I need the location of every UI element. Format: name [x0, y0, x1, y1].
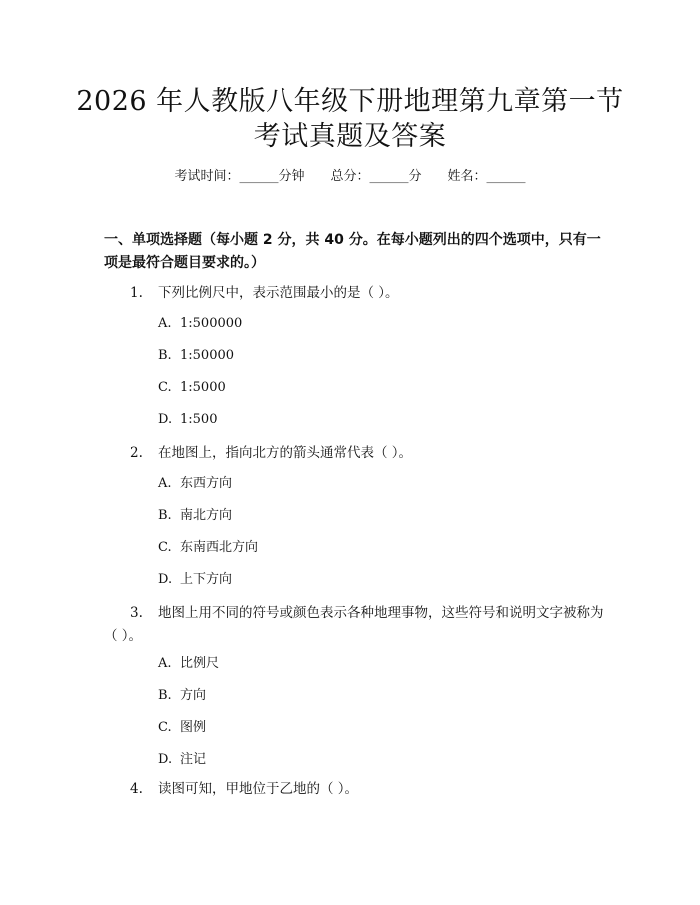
option-letter: D.	[158, 572, 173, 587]
option-c	[158, 719, 206, 737]
option-a	[158, 475, 232, 493]
total-score-label: 总分：	[330, 169, 370, 184]
section-heading: 一、单项选择题（每小题 2 分，共 40 分。在每小题列出的四个选项中，只有一项是最符合题目要求的。）	[104, 232, 601, 271]
exam-info-bar	[0, 168, 700, 186]
question-number: 1.	[130, 285, 143, 301]
question-1	[104, 282, 604, 305]
option-letter: A.	[158, 476, 172, 491]
question-3	[104, 602, 604, 648]
option-text: 方向	[180, 688, 207, 703]
question-stem: 下列比例尺中，表示范围最小的是（ ）。	[158, 285, 399, 301]
option-letter: B.	[158, 348, 172, 363]
option-letter: B.	[158, 688, 172, 703]
option-b	[158, 687, 206, 705]
option-letter: B.	[158, 508, 172, 523]
student-name-label: 姓名：	[447, 169, 487, 184]
option-text: 图例	[180, 720, 207, 735]
question-stem: 地图上用不同的符号或颜色表示各种地理事物，这些符号和说明文字被称为（ ）。	[104, 605, 604, 644]
question-4	[104, 778, 604, 801]
option-b	[158, 347, 234, 365]
option-a	[158, 655, 219, 673]
total-score-unit: 分	[408, 169, 422, 184]
option-text: 1:500000	[180, 316, 243, 331]
exam-time-unit: 分钟	[278, 169, 305, 184]
option-letter: C.	[158, 380, 172, 395]
option-text: 1:500	[180, 412, 218, 427]
page-title-line-1: 2026 年人教版八年级下册地理第九章第一节	[76, 86, 624, 117]
option-text: 1:50000	[180, 348, 235, 363]
option-text: 1:5000	[180, 380, 226, 395]
option-letter: C.	[158, 540, 172, 555]
option-letter: C.	[158, 720, 172, 735]
option-letter: D.	[158, 412, 173, 427]
question-stem: 在地图上，指向北方的箭头通常代表（ ）。	[158, 445, 413, 461]
option-c	[158, 379, 226, 397]
student-name-blank: ______	[486, 169, 526, 184]
exam-time-blank: ______	[239, 169, 279, 184]
question-number: 4.	[130, 781, 143, 797]
question-2	[104, 442, 604, 465]
question-number: 2.	[130, 445, 143, 461]
exam-time-label: 考试时间：	[174, 169, 240, 184]
question-number: 3.	[130, 605, 143, 621]
question-stem: 读图可知，甲地位于乙地的（ ）。	[158, 781, 359, 797]
option-text: 南北方向	[180, 508, 233, 523]
option-letter: A.	[158, 316, 172, 331]
option-d	[158, 411, 217, 429]
option-text: 比例尺	[180, 656, 220, 671]
option-a	[158, 315, 242, 333]
option-c	[158, 539, 258, 557]
option-letter: D.	[158, 752, 173, 767]
option-text: 上下方向	[180, 572, 233, 587]
option-text: 东西方向	[180, 476, 233, 491]
page-title-line-2: 考试真题及答案	[253, 121, 447, 152]
option-b	[158, 507, 232, 525]
option-d	[158, 571, 232, 589]
option-text: 注记	[180, 752, 207, 767]
option-text: 东南西北方向	[180, 540, 259, 555]
option-d	[158, 751, 206, 769]
total-score-blank: ______	[369, 169, 409, 184]
option-letter: A.	[158, 656, 172, 671]
